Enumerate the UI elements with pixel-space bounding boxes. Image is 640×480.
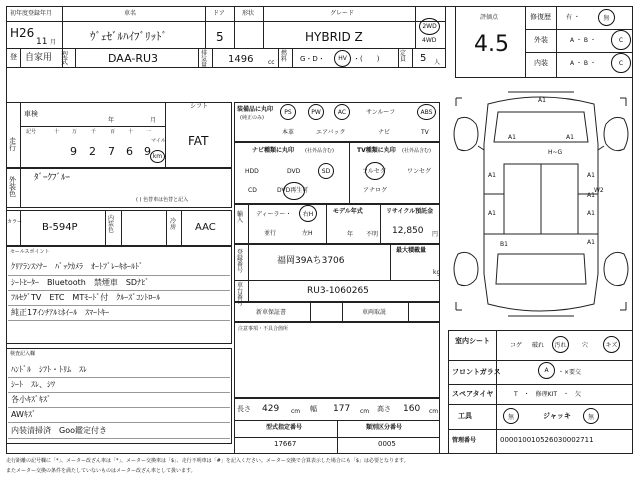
cc-vl5 [181, 210, 182, 246]
cc-vl3 [121, 210, 122, 246]
type-designation-value: 17667 [274, 440, 297, 448]
recycle-value: 12,850 [392, 226, 424, 236]
ins-line2 [8, 392, 230, 393]
dmg-mark-6: A1 [488, 210, 496, 217]
warr-vl3 [408, 302, 409, 322]
inspector-line-5: 内装清掃済 Goo鑑定付き [11, 426, 107, 435]
capacity-value: 5 [420, 53, 427, 64]
person-unit: 人 [434, 59, 441, 66]
vline-r2f [292, 48, 293, 68]
spare-label: スペアタイヤ [452, 390, 494, 398]
selling-point-1: ｸﾘｱﾗﾝｽｿﾅｰ ﾊﾞｯｸｶﾒﾗ ｵｰﾄﾌﾞﾚｰｷﾎｰﾙﾄﾞ [11, 262, 143, 271]
dmg-mark-8: A1 [587, 192, 595, 199]
sp-line2 [8, 290, 230, 291]
width-cm: cm [360, 408, 370, 415]
capacity-label: 定員 [400, 50, 407, 63]
vline-r2c [198, 48, 199, 68]
max-load-kg: kg [433, 269, 441, 276]
front-glass-grade: A [544, 367, 549, 374]
first-reg-label: 初年度登録年月 [10, 10, 53, 17]
manual-label: 車両取説 [362, 309, 387, 316]
digit-4: 9 [144, 145, 151, 158]
stain-opt-5: キズ [605, 342, 618, 349]
navi-hdd: HDD [245, 168, 259, 175]
dmg-mark-12: H~G [548, 149, 563, 156]
color-code-label: カラー [7, 219, 23, 225]
control-number-label: 管理番号 [452, 437, 477, 444]
tools-none-circle [503, 408, 519, 424]
navi-sd-circle [318, 163, 334, 179]
repair-options: 有 ・ [566, 14, 580, 21]
inspector-label: 検査記入欄 [10, 351, 36, 357]
navi-tv-divider [349, 142, 350, 204]
cc-vl2 [105, 210, 106, 246]
dmg-mark-1: A1 [538, 97, 546, 104]
reg-vl2 [390, 244, 391, 280]
exterior-grade-label: 外装 [534, 36, 548, 44]
vline-b [205, 6, 206, 48]
navi-sd: SD [321, 167, 331, 175]
inspector-line-4: AWｷｽﾞ [11, 410, 36, 419]
vline-r2e [278, 48, 279, 68]
vline-r2h [412, 48, 413, 68]
drive-4wd: 4WD [422, 37, 437, 44]
front-glass-circle [538, 362, 555, 379]
dmg-mark-3: A1 [566, 134, 574, 141]
navi-type-label: ナビ種類に丸印 [252, 147, 295, 154]
length-label: 長さ [237, 405, 251, 413]
equip-abs: ABS [420, 108, 433, 116]
inspector-line-3: 各小ｷｽﾞｷｽﾞ [11, 395, 51, 404]
import-vl2 [326, 204, 327, 244]
height-label: 高さ [377, 405, 391, 413]
reg-vl1 [248, 244, 249, 302]
navi-type-sub: (社外品含む) [305, 148, 334, 154]
score-label: 評価点 [480, 14, 499, 21]
exterior-grade-circle [611, 30, 631, 50]
inspection-month-unit: 月 [150, 117, 157, 124]
tv-type-sub: (社外品含む) [402, 148, 431, 154]
ri-hl2 [448, 384, 633, 385]
tv-analog: アナログ [363, 187, 388, 194]
fuel-label: 燃料 [281, 50, 288, 63]
ext-color-value: ﾀﾞｰｸﾌﾞﾙｰ [34, 173, 71, 183]
ins-line5 [8, 438, 230, 439]
travel-label: 走行 [9, 137, 16, 152]
grade-label: グレード [330, 10, 355, 17]
fuel-options: G・D・ [300, 55, 325, 63]
repair-none: 無 [603, 15, 610, 22]
category-label: 類別区分番号 [366, 424, 403, 431]
car-name: ｳﾞｪｾﾞﾙﾊｲﾌﾞﾘｯﾄﾞ [90, 30, 167, 43]
repair-none-circle [598, 9, 615, 26]
car-name-label: 車名 [124, 10, 137, 17]
shift-label: シフト [190, 103, 209, 110]
spare-options: T ・ 修理KIT ・ 欠 [514, 391, 582, 398]
ins-line3 [8, 407, 230, 408]
ac-label: 冷房 [170, 218, 177, 231]
stain-scratch-circle [603, 336, 620, 353]
vline-r2g [398, 48, 399, 68]
fuel-hv-circle [334, 50, 351, 67]
interior-grade-circle [611, 53, 631, 73]
inspection-label: 車検 [24, 110, 38, 118]
abs-circle [417, 104, 436, 120]
import-right: 右H [302, 211, 314, 218]
plate-label: 登録番号 [237, 249, 244, 274]
model-value: DAA-RU3 [108, 52, 159, 65]
ins-line1 [8, 377, 230, 378]
tv-fullseg: フルセグ [362, 168, 386, 175]
selling-point-2: ｼｰﾄﾋｰﾀｰ Bluetooth 禁煙車 SDﾅﾋﾞ [11, 278, 150, 287]
stain-dirt-circle [552, 336, 569, 353]
header-divider [6, 21, 446, 22]
import-dealer: ディーラー・ [256, 211, 292, 218]
equip-pw: PW [311, 108, 321, 116]
equip-tv: TV [421, 129, 429, 136]
car-damage-diagram [448, 84, 633, 324]
dmg-mark-2: A1 [508, 134, 516, 141]
digit-h5: 十 [128, 129, 134, 135]
drive-2wd: 2WD [422, 23, 437, 30]
recycle-yen: 円 [432, 231, 439, 238]
front-glass-label: フロントガラス [452, 368, 501, 376]
reg-hl1 [234, 280, 440, 281]
row2-divider [6, 48, 446, 49]
import-vl3 [380, 204, 381, 244]
cc-vl1 [20, 210, 21, 246]
plate-prefix: 登 [10, 53, 17, 61]
dmg-mark-10: A1 [587, 239, 595, 246]
navi-dvd-play: DVD再生可 [277, 187, 309, 194]
height-cm: cm [429, 408, 439, 415]
equip-airbag: エアバック [316, 129, 346, 136]
vline-r2d [212, 48, 213, 68]
ac-value: AAC [195, 222, 216, 233]
stain-opt-3: 汚れ [554, 342, 567, 349]
digit-h0: 記号 [26, 129, 37, 135]
width-label: 幅 [310, 405, 317, 413]
jack-none: 無 [587, 413, 594, 421]
warr-vl1 [310, 302, 311, 322]
model-label: 型式 [61, 51, 68, 66]
sp-line4 [8, 320, 230, 321]
interior-grade: C [618, 59, 624, 67]
cc-vl4 [166, 210, 167, 246]
chassis-value: RU3-1060265 [307, 286, 369, 296]
interior-grade-options: A ・ B ・ [570, 60, 596, 67]
mileage-hl1 [20, 126, 165, 127]
header-left-block [6, 6, 446, 68]
navi-dvd: DVD [287, 168, 301, 175]
ext-color-label: 外装色 [9, 176, 16, 198]
footer-line-1: 走行距離の記号欄に「*」、メーター改ざん車は「*」、メーター交換車は「$」、走行不明車は「#」を記入ください。メーター交換で合算表示した場合にも「$」は必要となります。 [6, 458, 409, 464]
import-vl1 [248, 204, 249, 244]
jack-label: ジャッキ [543, 412, 571, 420]
cc-unit: cc [268, 59, 275, 66]
digit-1: 2 [89, 145, 96, 158]
dmg-mark-11: B1 [500, 241, 508, 248]
tools-none: 無 [507, 413, 514, 421]
width-value: 177 [333, 404, 351, 414]
import-label: 輸入 [237, 211, 244, 224]
tv-type-label: TV種類に丸印 [357, 147, 396, 154]
digit-h3: 千 [91, 129, 97, 135]
import-right-circle [299, 205, 317, 222]
equip-sunroof: サンルーフ [366, 109, 396, 116]
interior-grade-label: 内装 [534, 59, 548, 67]
digit-h4: 百 [110, 129, 116, 135]
footer-line-2: またメーター交換の条件を満たしていないものはメーター改ざん車として扱います。 [6, 468, 196, 474]
inspector-line-2: ｼｰﾄ ｽﾚ、ｼﾜ [11, 380, 55, 389]
mileage-vl2 [165, 102, 166, 168]
recycle-label: リサイクル預託金 [386, 208, 434, 215]
first-reg-month: 11 [36, 37, 48, 47]
unit-mile: マイル [151, 138, 166, 144]
exterior-grade-options: A ・ B ・ [570, 37, 596, 44]
ext-color-note: ( ) 色替車は色替と記入 [136, 197, 189, 203]
sp-line3 [8, 305, 230, 306]
vline-r2a [20, 48, 21, 68]
pw-circle [308, 104, 324, 120]
repair-label: 修復歴 [530, 13, 551, 21]
digit-h1: 十 [54, 129, 60, 135]
selling-points-label: セールスポイント [10, 249, 50, 255]
jack-none-circle [583, 408, 599, 424]
vline-r2b [75, 48, 76, 68]
digit-3: 6 [126, 145, 133, 158]
ri-vl1 [496, 330, 497, 454]
mileage-vl1 [20, 102, 21, 168]
control-number: 000010010526030002711 [500, 436, 594, 444]
displacement-value: 1496 [228, 54, 254, 65]
doors-label: ドア [213, 10, 225, 17]
length-cm: cm [291, 408, 301, 415]
stain-opt-4: 穴 [582, 342, 589, 349]
equip-leather: 本革 [282, 129, 295, 136]
usage: 自家用 [25, 53, 53, 63]
drive-2wd-circle [419, 18, 440, 35]
grade-value: HYBRID Z [305, 30, 363, 44]
model-year-label: モデル年式 [333, 208, 363, 215]
dim-vl1 [337, 420, 338, 454]
max-load-label: 最大積載量 [396, 247, 427, 254]
chassis-label: 車台番号 [237, 282, 244, 307]
front-glass-rest: ・×要交 [558, 369, 582, 376]
import-left: 左H [302, 230, 313, 237]
plate-value: 福岡39Aち3706 [277, 256, 345, 266]
tv-oneseg: ワンセグ [407, 168, 432, 175]
category-value: 0005 [378, 440, 396, 448]
stain-opt-2: 破れ [532, 342, 545, 349]
ri-hl1 [448, 360, 633, 361]
ext-color-vl [20, 168, 21, 208]
inspection-year-unit: 年 [108, 117, 115, 124]
interior-color-label: 内装色 [108, 215, 115, 234]
selling-point-4: 純正17ｲﾝﾁｱﾙﾐﾎｲｰﾙ ｽﾏｰﾄｷｰ [11, 308, 110, 317]
dmg-mark-5: A1 [587, 172, 595, 179]
color-code-value: B-594P [42, 222, 78, 233]
shift-value: FAT [188, 134, 209, 148]
height-value: 160 [403, 404, 421, 414]
warr-vl2 [342, 302, 343, 322]
interior-sheet-label: 室内シート [455, 337, 490, 345]
tools-label: 工具 [458, 412, 472, 420]
vline-d [263, 6, 264, 48]
exterior-grade: C [618, 36, 624, 44]
dmg-mark-7: A1 [587, 210, 595, 217]
displacement-label: 排気量 [201, 50, 208, 69]
first-reg-month-unit: 月 [50, 39, 57, 46]
equip-ac: AC [337, 108, 347, 116]
model-year-unknown: 不明 [366, 231, 379, 238]
doors-value: 5 [216, 30, 224, 44]
unit-km: km [152, 153, 163, 160]
sp-line1 [8, 275, 230, 276]
equip-ps: PS [284, 108, 292, 116]
digit-2: 7 [108, 145, 115, 158]
ps-circle [280, 104, 296, 120]
type-designation-label: 型式指定番号 [266, 424, 303, 431]
ri-hl4 [448, 429, 633, 430]
navi-cd: CD [248, 187, 257, 194]
import-parallel: 並行 [264, 230, 277, 237]
notes-label: 注意事項・不具合箇所 [238, 326, 289, 332]
fuel-other: ・( ) [353, 55, 380, 63]
equipment-sublabel: (純正のみ) [240, 115, 264, 121]
dmg-mark-9: W2 [594, 187, 604, 194]
unit-km-circle [150, 150, 165, 163]
digit-0: 9 [70, 145, 77, 158]
fuel-hv: HV [338, 55, 347, 62]
selling-point-3: ﾌﾙｾｸﾞTV ETC MTﾓｰﾄﾞ付 ｸﾙｰｽﾞｺﾝﾄﾛｰﾙ [11, 293, 161, 302]
ri-hl3 [448, 404, 633, 405]
warranty-label: 新車保証書 [256, 309, 287, 316]
notes-block [234, 322, 440, 398]
digit-h2: 万 [72, 129, 78, 135]
model-year-unit: 年 [347, 231, 354, 238]
score-vline [525, 6, 526, 78]
vline-e [415, 6, 416, 48]
ins-line4 [8, 422, 230, 423]
digit-h6: 一 [146, 129, 152, 135]
equip-navi: ナビ [378, 129, 391, 136]
body-type-label: 形状 [242, 10, 255, 17]
first-reg-year: H26 [10, 26, 35, 40]
dmg-mark-4: A1 [488, 172, 496, 179]
inspector-line-1: ﾊﾝﾄﾞﾙ ｼﾌﾄ・ﾄﾘﾑ ｽﾚ [11, 365, 87, 374]
score-vline2 [556, 6, 557, 78]
vline-c [234, 6, 235, 48]
length-value: 429 [262, 404, 280, 414]
stain-opt-1: コゲ [510, 342, 523, 349]
equipment-label: 装備品に丸印 [237, 106, 274, 113]
score-value: 4.5 [474, 32, 509, 57]
ac-circle [334, 104, 350, 120]
